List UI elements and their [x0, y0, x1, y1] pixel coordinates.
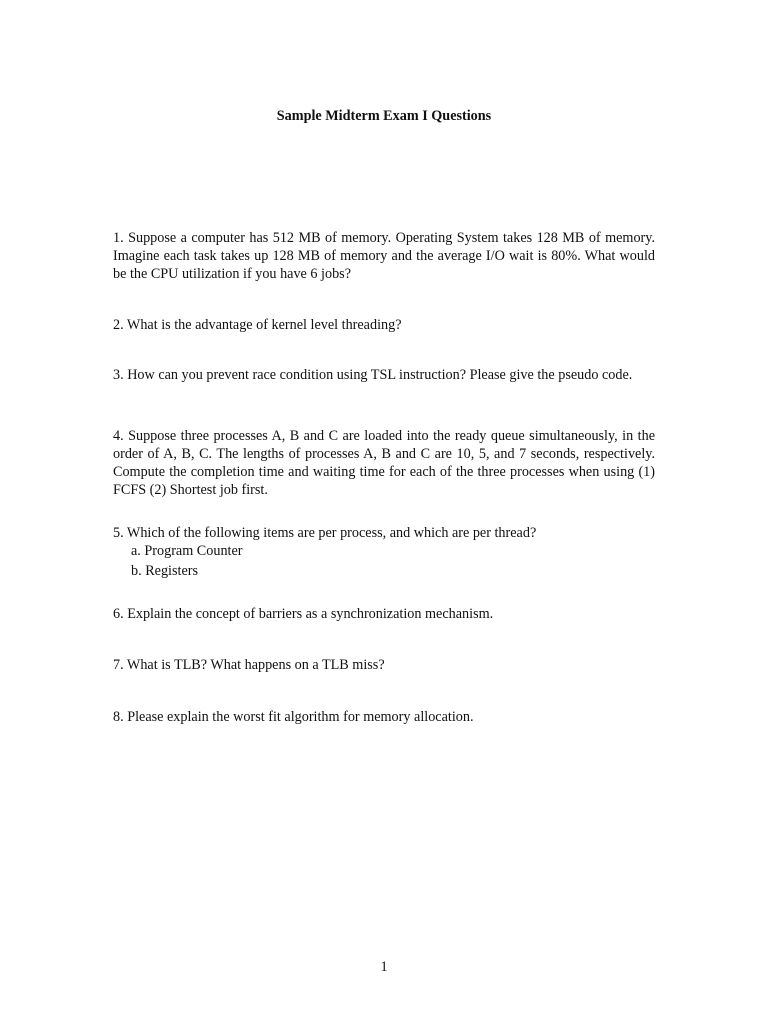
- question-5-item-a: a. Program Counter: [131, 543, 243, 559]
- question-5: 5. Which of the following items are per process, and which are per thread?: [113, 525, 537, 541]
- question-6: 6. Explain the concept of barriers as a synchronization mechanism.: [113, 606, 494, 622]
- question-3: 3. How can you prevent race condition using TSL instruction? Please give the pseudo code.: [113, 367, 633, 383]
- page-number: 1: [380, 959, 388, 975]
- question-4: 4. Suppose three processes A, B and C are loaded into the ready queue simultaneously, in the order of A, B, C. The lengths of processes A, B and C are 10, 5, and 7 seconds, respectively. Compute the completion time and waiting time for each of the three processes when using (1) FCFS (2) Shortest job first.: [113, 428, 655, 498]
- document-title: Sample Midterm Exam I Questions: [276, 108, 492, 124]
- question-1: 1. Suppose a computer has 512 MB of memory. Operating System takes 128 MB of memory. Imagine each task takes up 128 MB of memory and the average I/O wait is 80%. What would be the CPU utilization if you have 6 jobs?: [113, 230, 655, 282]
- question-2: 2. What is the advantage of kernel level threading?: [113, 317, 402, 333]
- question-7: 7. What is TLB? What happens on a TLB miss?: [113, 657, 385, 673]
- question-5-item-b: b. Registers: [131, 563, 198, 579]
- question-8: 8. Please explain the worst fit algorithm for memory allocation.: [113, 709, 474, 725]
